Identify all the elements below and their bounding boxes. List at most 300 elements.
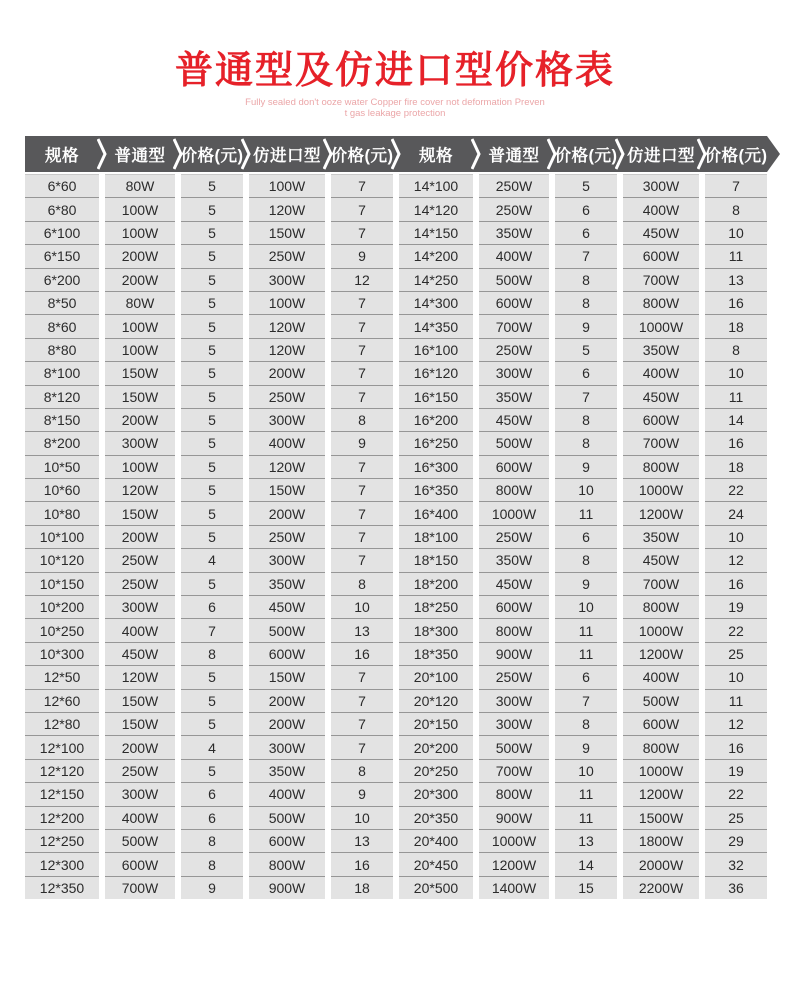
- table-cell: 18: [705, 314, 767, 337]
- table-cell: 200W: [105, 408, 175, 431]
- table-cell: 150W: [105, 385, 175, 408]
- table-cell: 500W: [249, 806, 325, 829]
- table-cell: 350W: [623, 338, 699, 361]
- table-cell: 300W: [479, 712, 549, 735]
- table-cell: 16: [705, 431, 767, 454]
- table-cell: 10*150: [25, 572, 99, 595]
- column-header-label: 规格: [419, 147, 453, 165]
- table-cell: 800W: [623, 735, 699, 758]
- table-cell: 400W: [105, 806, 175, 829]
- table-cell: 1000W: [623, 478, 699, 501]
- table-cell: 600W: [623, 408, 699, 431]
- table-cell: 7: [331, 314, 393, 337]
- table-cell: 1000W: [623, 618, 699, 641]
- table-cell: 10: [331, 806, 393, 829]
- table-cell: 16*250: [399, 431, 473, 454]
- table-cell: 300W: [249, 735, 325, 758]
- table-cell: 120W: [249, 197, 325, 220]
- table-cell: 8*120: [25, 385, 99, 408]
- table-cell: 7: [331, 291, 393, 314]
- table-cell: 10*200: [25, 595, 99, 618]
- table-cell: 10*120: [25, 548, 99, 571]
- table-cell: 8: [555, 431, 617, 454]
- table-cell: 120W: [249, 338, 325, 361]
- subtitle: [0, 97, 790, 119]
- chevron-right-icon: [697, 136, 707, 172]
- table-cell: 600W: [479, 595, 549, 618]
- table-cell: 5: [181, 338, 243, 361]
- column-header-label: 价格(元): [330, 147, 394, 165]
- table-cell: 7: [555, 244, 617, 267]
- table-cell: 10*80: [25, 501, 99, 524]
- table-cell: 500W: [479, 431, 549, 454]
- table-cell: 1200W: [479, 852, 549, 875]
- table-cell: 250W: [479, 197, 549, 220]
- table-cell: 16*200: [399, 408, 473, 431]
- table-cell: 350W: [479, 385, 549, 408]
- price-sheet: [0, 50, 790, 899]
- table-cell: 500W: [623, 689, 699, 712]
- table-cell: 5: [181, 314, 243, 337]
- table-cell: 700W: [623, 268, 699, 291]
- table-cell: 7: [331, 665, 393, 688]
- table-cell: 8: [331, 759, 393, 782]
- table-cell: 20*120: [399, 689, 473, 712]
- table-cell: 800W: [623, 291, 699, 314]
- table-cell: 1000W: [479, 501, 549, 524]
- table-cell: 7: [181, 618, 243, 641]
- table-cell: 300W: [249, 268, 325, 291]
- table-cell: 350W: [249, 572, 325, 595]
- chevron-right-icon: [471, 136, 481, 172]
- table-cell: 6*100: [25, 221, 99, 244]
- table-cell: 100W: [249, 291, 325, 314]
- table-cell: 10: [555, 478, 617, 501]
- table-cell: 5: [181, 361, 243, 384]
- table-cell: 20*200: [399, 735, 473, 758]
- table-cell: 1400W: [479, 876, 549, 899]
- table-cell: 6: [181, 806, 243, 829]
- table-cell: 450W: [623, 385, 699, 408]
- table-cell: 12*200: [25, 806, 99, 829]
- table-cell: 11: [555, 501, 617, 524]
- table-cell: 8: [555, 268, 617, 291]
- table-cell: 800W: [623, 595, 699, 618]
- table-cell: 250W: [105, 759, 175, 782]
- table-cell: 8*60: [25, 314, 99, 337]
- table-cell: 18*100: [399, 525, 473, 548]
- table-cell: 2000W: [623, 852, 699, 875]
- table-cell: 7: [331, 525, 393, 548]
- column-header-label: 价格(元): [704, 147, 768, 165]
- table-cell: 4: [181, 735, 243, 758]
- table-cell: 19: [705, 759, 767, 782]
- chevron-right-icon: [241, 136, 251, 172]
- table-cell: 8: [705, 197, 767, 220]
- column-header-label: 仿进口型: [253, 147, 321, 165]
- header-arrow-tip-icon: [767, 136, 780, 172]
- table-cell: 1000W: [623, 759, 699, 782]
- table-cell: 7: [331, 478, 393, 501]
- table-cell: 450W: [623, 548, 699, 571]
- table-cell: 12*80: [25, 712, 99, 735]
- table-cell: 600W: [105, 852, 175, 875]
- table-cell: 400W: [623, 361, 699, 384]
- table-cell: 20*400: [399, 829, 473, 852]
- table-cell: 600W: [249, 829, 325, 852]
- table-cell: 250W: [105, 572, 175, 595]
- table-cell: 36: [705, 876, 767, 899]
- column-header-label: 普通型: [488, 147, 540, 165]
- table-cell: 20*100: [399, 665, 473, 688]
- chevron-right-icon: [97, 136, 107, 172]
- table-cell: 15: [555, 876, 617, 899]
- table-cell: 450W: [479, 408, 549, 431]
- table-cell: 12: [705, 548, 767, 571]
- table-cell: 7: [331, 197, 393, 220]
- table-cell: 600W: [249, 642, 325, 665]
- table-cell: 8*100: [25, 361, 99, 384]
- table-cell: 16*150: [399, 385, 473, 408]
- table-cell: 9: [555, 735, 617, 758]
- table-cell: 12*150: [25, 782, 99, 805]
- table-cell: 500W: [105, 829, 175, 852]
- table-cell: 1200W: [623, 642, 699, 665]
- table-cell: 120W: [105, 665, 175, 688]
- table-cell: 450W: [249, 595, 325, 618]
- table-cell: 14: [555, 852, 617, 875]
- table-cell: 7: [331, 689, 393, 712]
- table-cell: 6: [555, 525, 617, 548]
- table-cell: 14*250: [399, 268, 473, 291]
- table-cell: 200W: [105, 525, 175, 548]
- table-cell: 500W: [479, 735, 549, 758]
- table-cell: 80W: [105, 174, 175, 197]
- table-cell: 10*50: [25, 455, 99, 478]
- table-cell: 14*200: [399, 244, 473, 267]
- table-cell: 5: [181, 759, 243, 782]
- table-cell: 20*250: [399, 759, 473, 782]
- table-cell: 600W: [623, 712, 699, 735]
- table-cell: 400W: [623, 197, 699, 220]
- column-header-import-left: [249, 136, 325, 172]
- table-cell: 8: [331, 572, 393, 595]
- table-cell: 20*450: [399, 852, 473, 875]
- table-cell: 16: [705, 572, 767, 595]
- table-cell: 18*300: [399, 618, 473, 641]
- table-cell: 1800W: [623, 829, 699, 852]
- column-header-label: 价格(元): [554, 147, 618, 165]
- column-header-price2-right: [705, 136, 767, 172]
- table-cell: 16*400: [399, 501, 473, 524]
- table-cell: 18*250: [399, 595, 473, 618]
- table-cell: 300W: [479, 361, 549, 384]
- table-cell: 14*120: [399, 197, 473, 220]
- table-cell: 22: [705, 478, 767, 501]
- table-cell: 100W: [249, 174, 325, 197]
- table-cell: 100W: [105, 221, 175, 244]
- table-cell: 7: [331, 712, 393, 735]
- table-cell: 350W: [249, 759, 325, 782]
- table-cell: 120W: [105, 478, 175, 501]
- chevron-right-icon: [547, 136, 557, 172]
- table-cell: 8: [555, 712, 617, 735]
- table-body: [25, 174, 767, 899]
- table-cell: 700W: [623, 431, 699, 454]
- table-cell: 500W: [249, 618, 325, 641]
- table-cell: 250W: [105, 548, 175, 571]
- table-cell: 250W: [479, 665, 549, 688]
- table-cell: 11: [705, 689, 767, 712]
- table-cell: 900W: [249, 876, 325, 899]
- table-cell: 11: [705, 244, 767, 267]
- table-cell: 250W: [479, 525, 549, 548]
- table-cell: 200W: [249, 689, 325, 712]
- price-table: [25, 136, 767, 899]
- table-cell: 5: [181, 408, 243, 431]
- table-cell: 150W: [105, 501, 175, 524]
- table-cell: 9: [555, 455, 617, 478]
- table-cell: 100W: [105, 455, 175, 478]
- table-cell: 200W: [105, 735, 175, 758]
- table-cell: 250W: [249, 244, 325, 267]
- table-cell: 5: [181, 665, 243, 688]
- table-cell: 5: [181, 525, 243, 548]
- table-cell: 250W: [249, 525, 325, 548]
- table-cell: 200W: [249, 361, 325, 384]
- table-cell: 24: [705, 501, 767, 524]
- table-cell: 400W: [249, 782, 325, 805]
- table-cell: 11: [555, 642, 617, 665]
- table-cell: 5: [181, 174, 243, 197]
- table-cell: 200W: [105, 244, 175, 267]
- table-cell: 800W: [479, 478, 549, 501]
- table-cell: 8*150: [25, 408, 99, 431]
- table-cell: 1500W: [623, 806, 699, 829]
- table-cell: 13: [331, 618, 393, 641]
- table-cell: 10: [555, 759, 617, 782]
- table-cell: 12*300: [25, 852, 99, 875]
- table-cell: 900W: [479, 642, 549, 665]
- table-cell: 12*120: [25, 759, 99, 782]
- column-header-spec-left: [25, 136, 99, 172]
- column-header-import-right: [623, 136, 699, 172]
- table-cell: 12*350: [25, 876, 99, 899]
- table-cell: 11: [555, 806, 617, 829]
- table-cell: 29: [705, 829, 767, 852]
- table-cell: 5: [181, 501, 243, 524]
- table-cell: 20*150: [399, 712, 473, 735]
- table-cell: 5: [181, 478, 243, 501]
- table-cell: 6: [555, 665, 617, 688]
- table-cell: 7: [555, 385, 617, 408]
- table-cell: 10: [705, 221, 767, 244]
- table-cell: 14*150: [399, 221, 473, 244]
- table-cell: 800W: [623, 455, 699, 478]
- table-cell: 8: [705, 338, 767, 361]
- table-cell: 6: [555, 197, 617, 220]
- table-cell: 6*60: [25, 174, 99, 197]
- chevron-right-icon: [173, 136, 183, 172]
- table-cell: 450W: [105, 642, 175, 665]
- table-cell: 8: [555, 291, 617, 314]
- table-cell: 9: [331, 782, 393, 805]
- table-cell: 10: [705, 361, 767, 384]
- table-cell: 600W: [479, 455, 549, 478]
- table-cell: 400W: [623, 665, 699, 688]
- table-cell: 300W: [249, 408, 325, 431]
- table-cell: 800W: [249, 852, 325, 875]
- table-cell: 250W: [479, 338, 549, 361]
- table-cell: 10*60: [25, 478, 99, 501]
- column-header-spec-right: [399, 136, 473, 172]
- table-cell: 7: [331, 735, 393, 758]
- table-cell: 8: [555, 408, 617, 431]
- chevron-right-icon: [323, 136, 333, 172]
- table-cell: 700W: [479, 314, 549, 337]
- table-cell: 6: [555, 221, 617, 244]
- table-cell: 8: [555, 548, 617, 571]
- column-header-label: 普通型: [114, 147, 166, 165]
- table-cell: 5: [555, 338, 617, 361]
- table-cell: 500W: [479, 268, 549, 291]
- table-cell: 5: [555, 174, 617, 197]
- table-cell: 450W: [479, 572, 549, 595]
- table-cell: 18*350: [399, 642, 473, 665]
- table-cell: 11: [555, 782, 617, 805]
- table-cell: 13: [331, 829, 393, 852]
- table-cell: 7: [331, 501, 393, 524]
- table-cell: 14*350: [399, 314, 473, 337]
- table-cell: 18*200: [399, 572, 473, 595]
- table-cell: 300W: [105, 782, 175, 805]
- table-cell: 16*120: [399, 361, 473, 384]
- table-cell: 12: [705, 712, 767, 735]
- table-cell: 12: [331, 268, 393, 291]
- column-header-regular-right: [479, 136, 549, 172]
- column-header-regular-left: [105, 136, 175, 172]
- table-cell: 6: [181, 595, 243, 618]
- table-cell: 5: [181, 221, 243, 244]
- table-cell: 450W: [623, 221, 699, 244]
- table-cell: 8*80: [25, 338, 99, 361]
- table-cell: 9: [331, 431, 393, 454]
- table-cell: 1200W: [623, 501, 699, 524]
- column-header-price1-left: [181, 136, 243, 172]
- table-cell: 9: [555, 572, 617, 595]
- table-cell: 8*200: [25, 431, 99, 454]
- table-cell: 900W: [479, 806, 549, 829]
- table-cell: 600W: [479, 291, 549, 314]
- table-cell: 19: [705, 595, 767, 618]
- table-cell: 16: [331, 642, 393, 665]
- table-cell: 7: [331, 221, 393, 244]
- table-cell: 18: [331, 876, 393, 899]
- table-cell: 6: [555, 361, 617, 384]
- table-cell: 5: [181, 455, 243, 478]
- table-cell: 16*300: [399, 455, 473, 478]
- table-cell: 150W: [249, 665, 325, 688]
- table-cell: 12*250: [25, 829, 99, 852]
- table-cell: 400W: [479, 244, 549, 267]
- table-cell: 9: [181, 876, 243, 899]
- table-cell: 5: [181, 431, 243, 454]
- table-cell: 14*300: [399, 291, 473, 314]
- subtitle-line-1: Fully sealed don't ooze water Copper fire cover not deformation Preven: [245, 97, 545, 108]
- table-cell: 16*100: [399, 338, 473, 361]
- column-header-price1-right: [555, 136, 617, 172]
- table-cell: 1200W: [623, 782, 699, 805]
- table-cell: 300W: [623, 174, 699, 197]
- table-cell: 13: [705, 268, 767, 291]
- table-cell: 100W: [105, 338, 175, 361]
- table-cell: 25: [705, 806, 767, 829]
- table-cell: 5: [181, 268, 243, 291]
- table-cell: 6: [181, 782, 243, 805]
- table-cell: 7: [331, 174, 393, 197]
- table-cell: 25: [705, 642, 767, 665]
- table-cell: 7: [331, 455, 393, 478]
- table-cell: 2200W: [623, 876, 699, 899]
- table-cell: 80W: [105, 291, 175, 314]
- chevron-right-icon: [391, 136, 401, 172]
- table-cell: 7: [555, 689, 617, 712]
- table-cell: 22: [705, 782, 767, 805]
- table-cell: 250W: [249, 385, 325, 408]
- table-cell: 7: [331, 361, 393, 384]
- table-cell: 10: [555, 595, 617, 618]
- table-cell: 22: [705, 618, 767, 641]
- table-cell: 32: [705, 852, 767, 875]
- table-cell: 14*100: [399, 174, 473, 197]
- table-cell: 8: [181, 829, 243, 852]
- table-cell: 11: [555, 618, 617, 641]
- table-cell: 700W: [105, 876, 175, 899]
- table-cell: 12*50: [25, 665, 99, 688]
- table-cell: 150W: [249, 478, 325, 501]
- table-cell: 1000W: [623, 314, 699, 337]
- table-cell: 350W: [479, 221, 549, 244]
- table-cell: 10*250: [25, 618, 99, 641]
- table-cell: 150W: [249, 221, 325, 244]
- table-cell: 10: [705, 525, 767, 548]
- table-cell: 600W: [623, 244, 699, 267]
- table-cell: 14: [705, 408, 767, 431]
- table-cell: 11: [705, 385, 767, 408]
- table-cell: 200W: [249, 712, 325, 735]
- table-cell: 12*60: [25, 689, 99, 712]
- table-cell: 300W: [105, 595, 175, 618]
- table-cell: 1000W: [479, 829, 549, 852]
- table-cell: 5: [181, 712, 243, 735]
- table-cell: 16: [705, 291, 767, 314]
- table-cell: 6*200: [25, 268, 99, 291]
- table-cell: 300W: [105, 431, 175, 454]
- table-cell: 120W: [249, 455, 325, 478]
- table-cell: 120W: [249, 314, 325, 337]
- table-cell: 9: [555, 314, 617, 337]
- table-cell: 800W: [479, 618, 549, 641]
- table-cell: 8: [181, 852, 243, 875]
- table-cell: 6*150: [25, 244, 99, 267]
- table-cell: 400W: [105, 618, 175, 641]
- table-cell: 10: [705, 665, 767, 688]
- table-cell: 16: [331, 852, 393, 875]
- table-cell: 5: [181, 689, 243, 712]
- column-header-label: 规格: [45, 147, 79, 165]
- table-cell: 16: [705, 735, 767, 758]
- table-cell: 300W: [249, 548, 325, 571]
